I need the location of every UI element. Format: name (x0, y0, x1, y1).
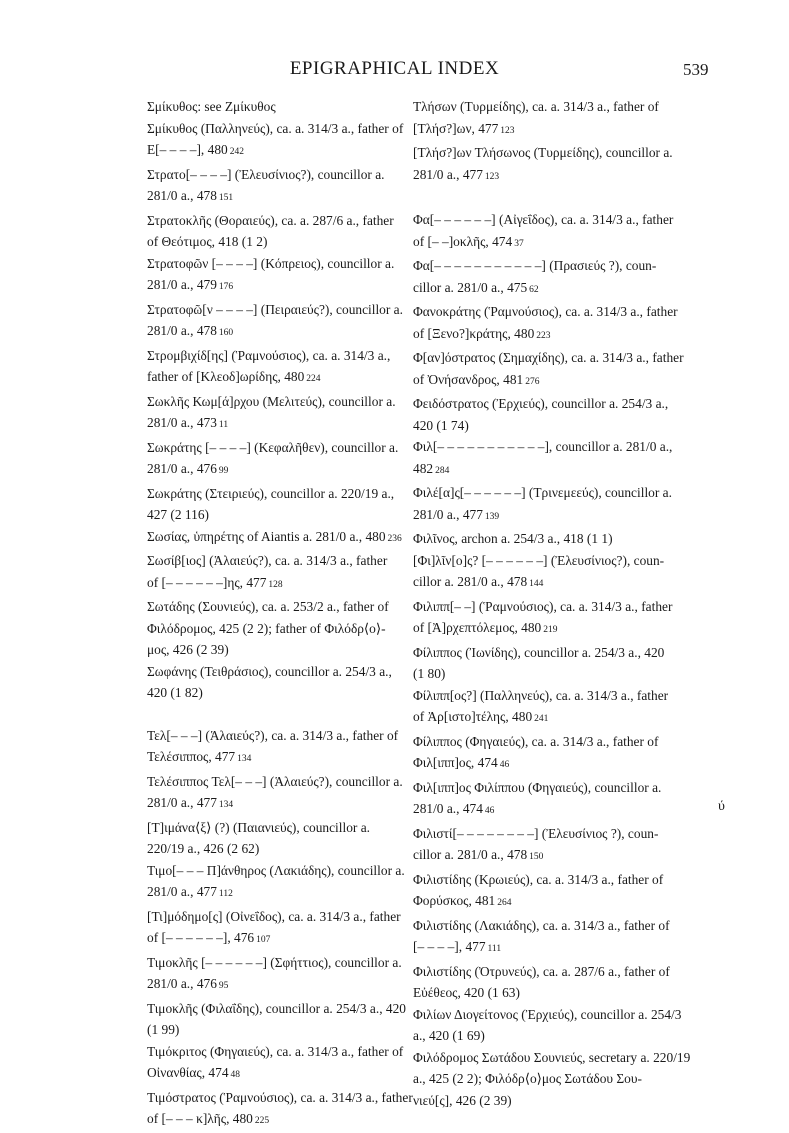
right-column (413, 96, 731, 1111)
index-entry (413, 642, 731, 685)
index-entry (413, 1047, 731, 1112)
entry-reference: 219 (543, 625, 558, 635)
entry-reference: 150 (529, 852, 544, 862)
entry-headword-line: Σωσίας, ὑπηρέτης of Aiantis a. 281/0 a., 480 (147, 528, 386, 544)
entry-continuation: 482 284 (413, 460, 450, 476)
entry-continuation: Εὐέθεος, 420 (1 63) (413, 985, 520, 1000)
entry-reference: 123 (500, 125, 515, 136)
entry-continuation: cillor a. 281/0 a., 478 150 (413, 847, 544, 862)
entry-continuation: 281/0 a., 477 139 (413, 506, 500, 522)
entry-headword-line: Φιλ[ιππ]ος Φιλίππου (Φηγαιεύς), councillor a. (413, 779, 662, 795)
entry-continuation: 420 (1 74) (413, 417, 469, 433)
entry-continuation: [– – – –], 477 111 (413, 939, 502, 954)
entry-headword-line: Φίλιππος (Φηγαιεύς), ca. a. 314/3 a., father of (413, 733, 659, 749)
entry-continuation: of [– – – – – –], 476 107 (147, 930, 271, 945)
entry-continuation: 281/0 a., 478 160 (147, 323, 234, 338)
entry-headword-line: Φιλιστίδης (Κρωιεύς), ca. a. 314/3 a., father of (413, 871, 664, 887)
entry-headword-line: Φίλιππος (Ἰωνίδης), councillor a. 254/3 a., 420 (413, 644, 665, 660)
entry-reference: 11 (218, 420, 229, 430)
entry-reference: 276 (525, 376, 540, 387)
entry-continuation: Οἰνανθίας, 474 48 (147, 1065, 241, 1080)
entry-continuation: 281/0 a., 473 11 (147, 415, 229, 430)
entry-reference: 112 (218, 889, 233, 899)
index-entry (413, 777, 731, 823)
index-entry (413, 731, 731, 777)
entry-reference: 284 (435, 465, 450, 476)
entry-continuation: 281/0 a., 477 134 (147, 795, 234, 810)
index-entry (413, 869, 731, 915)
index-entry (413, 209, 731, 255)
entry-headword-line: Σμίκυθος (Παλληνεύς), ca. a. 314/3 a., father of (147, 120, 404, 136)
entry-headword-line: Φιλιστίδης (Λακιάδης), ca. a. 314/3 a., father of (413, 917, 670, 933)
entry-reference: 99 (218, 466, 229, 476)
entry-continuation: of Θεότιμος, 418 (1 2) (147, 234, 268, 249)
entry-reference: 134 (218, 800, 234, 810)
entry-headword-line: Φιλιστίδης (Ὀτρυνεύς), ca. a. 287/6 a., father of (413, 963, 670, 979)
entry-continuation: 220/19 a., 426 (2 62) (147, 841, 260, 856)
entry-reference: 264 (497, 898, 512, 908)
entry-headword-line: Φα[– – – – – – – – – – –] (Πρασιεύς ?), coun- (413, 258, 657, 273)
entry-reference: 151 (218, 193, 234, 203)
entry-reference: 62 (529, 284, 539, 295)
entry-reference: 139 (484, 511, 500, 522)
entry-continuation: a., 425 (2 2); Φιλόδρ⟨ο⟩μος Σωτάδου Σου- (413, 1071, 642, 1086)
entry-reference: 223 (536, 330, 551, 341)
entry-headword-line: Τελ[– – –] (Ἁλαιεύς?), ca. a. 314/3 a., father of (147, 727, 399, 743)
index-entry (413, 255, 731, 301)
entry-reference: 128 (268, 579, 283, 590)
entry-headword-line: Στρομβιχίδ[ης] (Ῥαμνούσιος), ca. a. 314/3 a., (147, 347, 391, 363)
index-entry (413, 142, 731, 188)
entry-headword-line: Φιλιππ[– –] (Ῥαμνούσιος), ca. a. 314/3 a., father (413, 598, 673, 614)
entry-headword-line: [Τλήσ?]ων Τλήσωνος (Τυρμείδης), councillor a. (413, 145, 673, 160)
entry-reference: 134 (237, 754, 252, 764)
entry-headword-line: Φα[– – – – – –] (Αἰγεΐδος), ca. a. 314/3 a., father (413, 212, 674, 227)
entry-headword-line: Σωκλῆς Κωμ[ά]ρχου (Μελιτεύς), councillor a. (147, 393, 396, 409)
entry-reference: 241 (534, 714, 549, 724)
entry-continuation: cillor a. 281/0 a., 475 62 (413, 279, 539, 295)
entry-continuation: of Ὀνήσανδρος, 481 276 (413, 371, 540, 387)
entry-continuation: 281/0 a., 477 123 (413, 166, 500, 182)
index-entry (413, 482, 731, 528)
entry-headword-line: Φιλιστί[– – – – – – – –] (Ἐλευσίνιος ?), coun- (413, 825, 659, 841)
entry-continuation: Ε[– – – –], 480 242 (147, 142, 244, 157)
entry-continuation: μος, 426 (2 39) (147, 642, 229, 657)
entry-headword-line: Σωκράτης [– – – –] (Κεφαλῆθεν), councillor a. (147, 439, 399, 455)
index-entry (413, 596, 731, 642)
entry-headword-line: [Τ]ιμάνα⟨ξ⟩ (?) (Παιανιεύς), councillor a. (147, 819, 370, 835)
entry-continuation: of Ἀρ[ιστο]τέλης, 480 241 (413, 709, 549, 724)
entry-reference: 48 (230, 1070, 241, 1080)
entry-continuation: [Τλήσ?]ων, 477 123 (413, 120, 515, 136)
entry-headword-line: Τελέσιππος Τελ[– – –] (Ἁλαιεύς?), councillor a. (147, 773, 403, 789)
entry-continuation: Φορύσκος, 481 264 (413, 893, 512, 908)
entry-headword-line: Τιμόστρατος (Ῥαμνούσιος), ca. a. 314/3 a., father (147, 1089, 413, 1105)
index-entry (413, 528, 731, 550)
index-entry (413, 823, 731, 869)
entry-headword-line: Φανοκράτης (Ῥαμνούσιος), ca. a. 314/3 a., father (413, 304, 678, 319)
entry-headword-line: Σμίκυθος: see Ζμίκυθος (147, 99, 276, 114)
entry-headword-line: Σωσίβ[ιος] (Ἁλαιεύς?), ca. a. 314/3 a., father (147, 553, 388, 568)
entry-continuation: 281/0 a., 479 176 (147, 277, 234, 292)
entry-headword-line: Σωφάνης (Τειθράσιος), councillor a. 254/3 a., (147, 663, 392, 679)
entry-headword-line: Σωτάδης (Σουνιεύς), ca. a. 253/2 a., father of (147, 599, 389, 614)
entry-headword-line: Φίλιππ[ος?] (Παλληνεύς), ca. a. 314/3 a., father (413, 687, 669, 703)
entry-reference: 46 (484, 806, 495, 816)
entry-headword-line: Στρατοφῶν [– – – –] (Κόπρειος), councillor a. (147, 255, 395, 271)
entry-reference: 107 (256, 935, 271, 945)
entry-headword-line: Φιλέ[α]ς[– – – – – –] (Τρινεμεεύς), councillor a. (413, 485, 672, 500)
index-entry (413, 393, 731, 436)
entry-headword-line: Στρατοκλῆς (Θοραιεύς), ca. a. 287/6 a., father (147, 212, 394, 228)
index-entry (413, 915, 731, 961)
entry-headword-line: Φιλῖνος, archon a. 254/3 a., 418 (1 1) (413, 531, 613, 546)
entry-headword-line: Φιλόδρομος Σωτάδου Σουνιεύς, secretary a. 220/19 (413, 1049, 691, 1065)
entry-reference: 236 (387, 533, 402, 544)
entry-headword-line: Φ[αν]όστρατος (Σημαχίδης), ca. a. 314/3 a., father (413, 350, 684, 365)
entry-reference: 37 (514, 238, 524, 249)
index-entry (413, 96, 731, 142)
entry-headword-line: Τιμο[– – – Π]άνθηρος (Λακιάδης), councillor a. (147, 862, 405, 878)
entry-headword-line: Τιμόκριτος (Φηγαιεύς), ca. a. 314/3 a., father of (147, 1043, 404, 1059)
entry-headword-line: Τιμοκλῆς (Φιλαΐδης), councillor a. 254/3 a., 420 (147, 1000, 407, 1016)
entry-continuation: 281/0 a., 478 151 (147, 188, 234, 203)
entry-reference: 160 (218, 328, 234, 338)
entry-continuation: of [– –]οκλῆς, 474 37 (413, 233, 524, 249)
entry-continuation: 281/0 a., 476 99 (147, 461, 229, 476)
entry-continuation: 281/0 a., 474 46 (413, 801, 495, 816)
stray-mark: ύ (718, 799, 725, 814)
entry-continuation: Τελέσιππος, 477 134 (147, 749, 252, 764)
page-number: 539 (683, 60, 709, 79)
entry-headword-line: [Τι]μόδημο[ς] (Οἰνεΐδος), ca. a. 314/3 a., father (147, 908, 401, 924)
entry-continuation: νιεύ[ς], 426 (2 39) (413, 1092, 512, 1108)
entry-reference: 144 (529, 579, 544, 589)
entry-continuation: cillor a. 281/0 a., 478 144 (413, 574, 544, 589)
index-entry (413, 550, 731, 596)
entry-continuation: (1 99) (147, 1022, 180, 1037)
entry-continuation: father of [Κλεοδ]ωρίδης, 480 224 (147, 369, 321, 384)
index-entry (413, 436, 731, 482)
entry-continuation: a., 420 (1 69) (413, 1028, 485, 1043)
entry-continuation: (1 80) (413, 666, 446, 681)
index-entry (413, 347, 731, 393)
entry-continuation: 420 (1 82) (147, 685, 203, 700)
entry-headword-line: Φιλίων Διογείτονος (Ἐρχιεύς), councillor a. 254/3 (413, 1006, 682, 1022)
entry-headword-line: Τιμοκλῆς [– – – – – –] (Σφήττιος), councillor a. (147, 954, 402, 970)
entry-reference: 46 (499, 760, 510, 770)
entry-continuation: Φιλ[ιππ]ος, 474 46 (413, 755, 510, 770)
index-entry (413, 301, 731, 347)
index-entry (413, 685, 731, 731)
entry-continuation: 427 (2 116) (147, 507, 209, 522)
entry-continuation: of [Ἀ]ρχεπτόλεμος, 480 219 (413, 620, 558, 635)
entry-headword-line: Τλήσων (Τυρμείδης), ca. a. 314/3 a., father of (413, 99, 659, 114)
entry-continuation: of [– – – κ]λῆς, 480 225 (147, 1111, 270, 1126)
entry-continuation: 281/0 a., 477 112 (147, 884, 233, 899)
running-title: EPIGRAPHICAL INDEX (289, 58, 500, 79)
entry-reference: 242 (229, 147, 244, 157)
entry-reference: 224 (306, 374, 321, 384)
entry-headword-line: Φιλ[– – – – – – – – – – –], councillor a. 281/0 a., (413, 439, 673, 454)
entry-headword-line: Σωκράτης (Στειριεύς), councillor a. 220/19 a., (147, 485, 395, 501)
entry-headword-line: [Φι]λῖν[ο]ς? [– – – – – –] (Ἐλευσίνιος?), coun- (413, 552, 665, 568)
entry-reference: 95 (218, 981, 229, 991)
entry-headword-line: Στρατοφῶ[ν – – – –] (Πειραιεύς?), councillor a. (147, 301, 403, 317)
index-entry (413, 1004, 731, 1047)
entry-reference: 176 (218, 282, 234, 292)
entry-continuation: of [– – – – – –]ης, 477 128 (147, 574, 283, 590)
entry-reference: 225 (254, 1116, 270, 1126)
entry-headword-line: Στρατο[– – – –] (Ἐλευσίνιος?), councillor a. (147, 166, 385, 182)
entry-continuation: 281/0 a., 476 95 (147, 976, 229, 991)
entry-continuation: of [Ξενο?]κράτης, 480 223 (413, 325, 551, 341)
index-entry (413, 961, 731, 1004)
entry-continuation: Φιλόδρομος, 425 (2 2); father of Φιλόδρ⟨ο⟩- (147, 620, 386, 636)
entry-reference: 123 (484, 171, 500, 182)
entry-reference: 111 (487, 944, 502, 954)
entry-headword-line: Φειδόστρατος (Ἐρχιεύς), councillor a. 254/3 a., (413, 396, 669, 411)
